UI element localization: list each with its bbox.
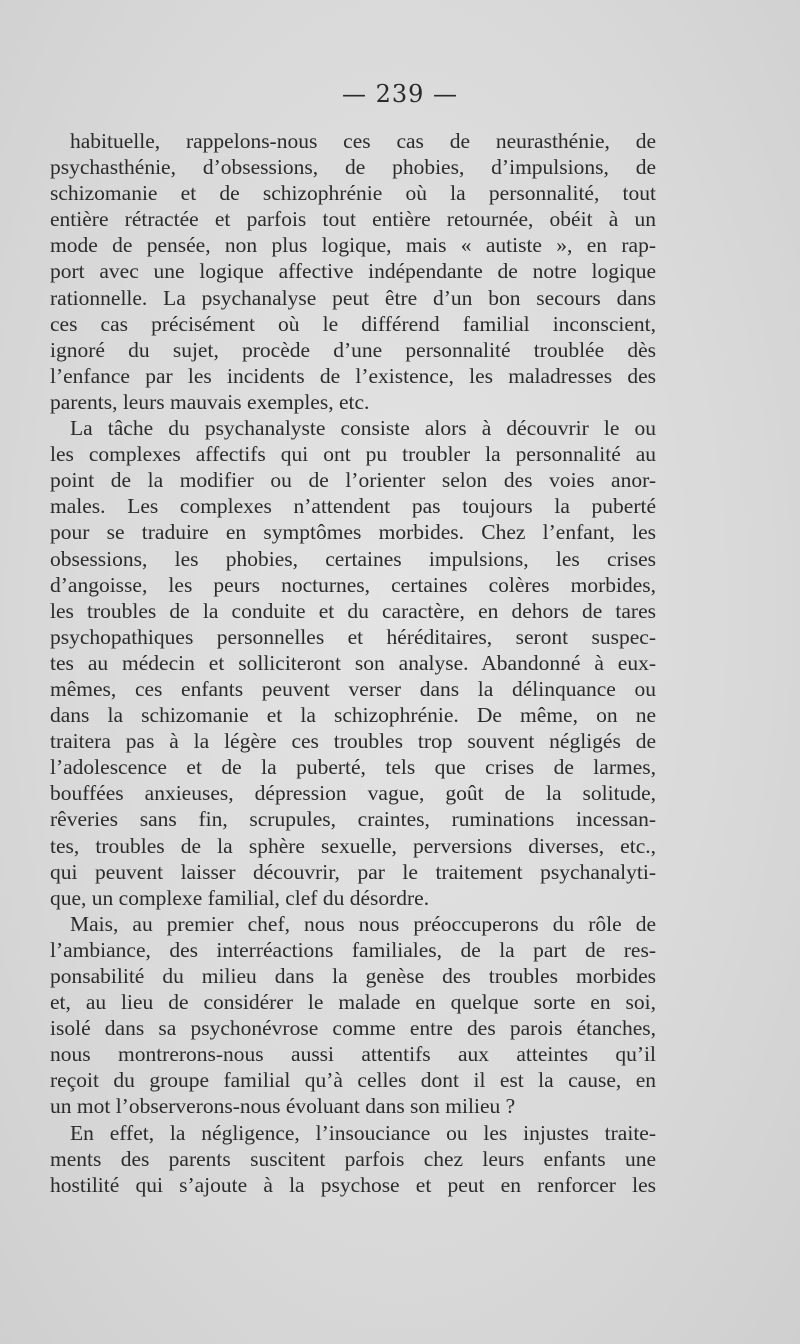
paragraph [50, 415, 656, 911]
text-line: tes, troubles de la sphère sexuelle, perversions diverses, etc., [50, 833, 656, 858]
text-line: bouffées anxieuses, dépression vague, goût de la solitude, [50, 781, 656, 806]
text-line: que, un complexe familial, clef du désordre. [50, 885, 430, 910]
text-line: Mais, au premier chef, nous nous préoccuperons du rôle de [70, 911, 656, 936]
text-line: d’angoisse, les peurs nocturnes, certaines colères morbides, [50, 572, 656, 597]
text-line: rationnelle. La psychanalyse peut être d’un bon secours dans [50, 285, 656, 310]
text-line: habituelle, rappelons-nous ces cas de neurasthénie, de [70, 129, 656, 153]
text-line: La tâche du psychanalyste consiste alors à découvrir le ou [70, 416, 656, 441]
text-line: ments des parents suscitent parfois chez leurs enfants une [50, 1146, 656, 1171]
page-number: — 239 — [341, 80, 459, 108]
text-line: ponsabilité du milieu dans la genèse des troubles morbides [50, 964, 656, 988]
text-line: hostilité qui s’ajoute à la psychose et peut en renforcer les [50, 1172, 656, 1197]
body-text [50, 128, 656, 1198]
text-line: psychasthénie, d’obsessions, de phobies, d’impulsions, de [50, 155, 656, 180]
text-line: parents, leurs mauvais exemples, etc. [50, 389, 370, 414]
text-line: nous montrerons-nous aussi attentifs aux atteintes qu’il [50, 1042, 656, 1067]
text-line: point de la modifier ou de l’orienter selon des voies anor- [50, 468, 656, 493]
text-line: dans la schizomanie et la schizophrénie. De même, on ne [50, 703, 656, 728]
text-line: les complexes affectifs qui ont pu troubler la personnalité au [50, 442, 656, 467]
text-line: qui peuvent laisser découvrir, par le traitement psychanalyti- [50, 859, 656, 884]
text-line: males. Les complexes n’attendent pas toujours la puberté [50, 494, 656, 519]
text-line: En effet, la négligence, l’insouciance ou les injustes traite- [70, 1120, 656, 1145]
text-line: un mot l’observerons-nous évoluant dans son milieu ? [50, 1094, 516, 1119]
text-line: schizomanie et de schizophrénie où la personnalité, tout [50, 181, 656, 206]
text-line: les troubles de la conduite et du caractère, en dehors de tares [50, 598, 656, 623]
text-line: isolé dans sa psychonévrose comme entre des parois étanches, [50, 1016, 656, 1041]
paragraph [50, 911, 656, 1120]
text-line: ces cas précisément où le différend familial inconscient, [50, 311, 656, 336]
text-line: reçoit du groupe familial qu’à celles dont il est la cause, en [50, 1068, 656, 1093]
paragraph [50, 1120, 656, 1198]
text-line: tes au médecin et solliciteront son analyse. Abandonné à eux- [50, 650, 656, 675]
text-line: psychopathiques personnelles et héréditaires, seront suspec- [50, 624, 656, 649]
text-line: pour se traduire en symptômes morbides. Chez l’enfant, les [50, 520, 656, 545]
text-line: rêveries sans fin, scrupules, craintes, ruminations incessan- [50, 807, 656, 832]
text-line: l’ambiance, des interréactions familiales, de la part de res- [50, 937, 656, 962]
text-line: l’enfance par les incidents de l’existence, les maladresses des [50, 363, 656, 388]
text-line: traitera pas à la légère ces troubles trop souvent négligés de [50, 729, 656, 754]
text-line: l’adolescence et de la puberté, tels que crises de larmes, [50, 755, 656, 780]
text-line: ignoré du sujet, procède d’une personnalité troublée dès [50, 337, 656, 362]
text-line: mêmes, ces enfants peuvent verser dans la délinquance ou [50, 676, 656, 701]
text-line: entière rétractée et parfois tout entière retournée, obéit à un [50, 207, 656, 232]
text-line: et, au lieu de considérer le malade en quelque sorte en soi, [50, 990, 656, 1015]
text-line: mode de pensée, non plus logique, mais « autiste », en rap- [50, 233, 656, 258]
text-line: obsessions, les phobies, certaines impulsions, les crises [50, 546, 656, 571]
text-line: port avec une logique affective indépendante de notre logique [50, 259, 656, 284]
paragraph [50, 128, 656, 415]
